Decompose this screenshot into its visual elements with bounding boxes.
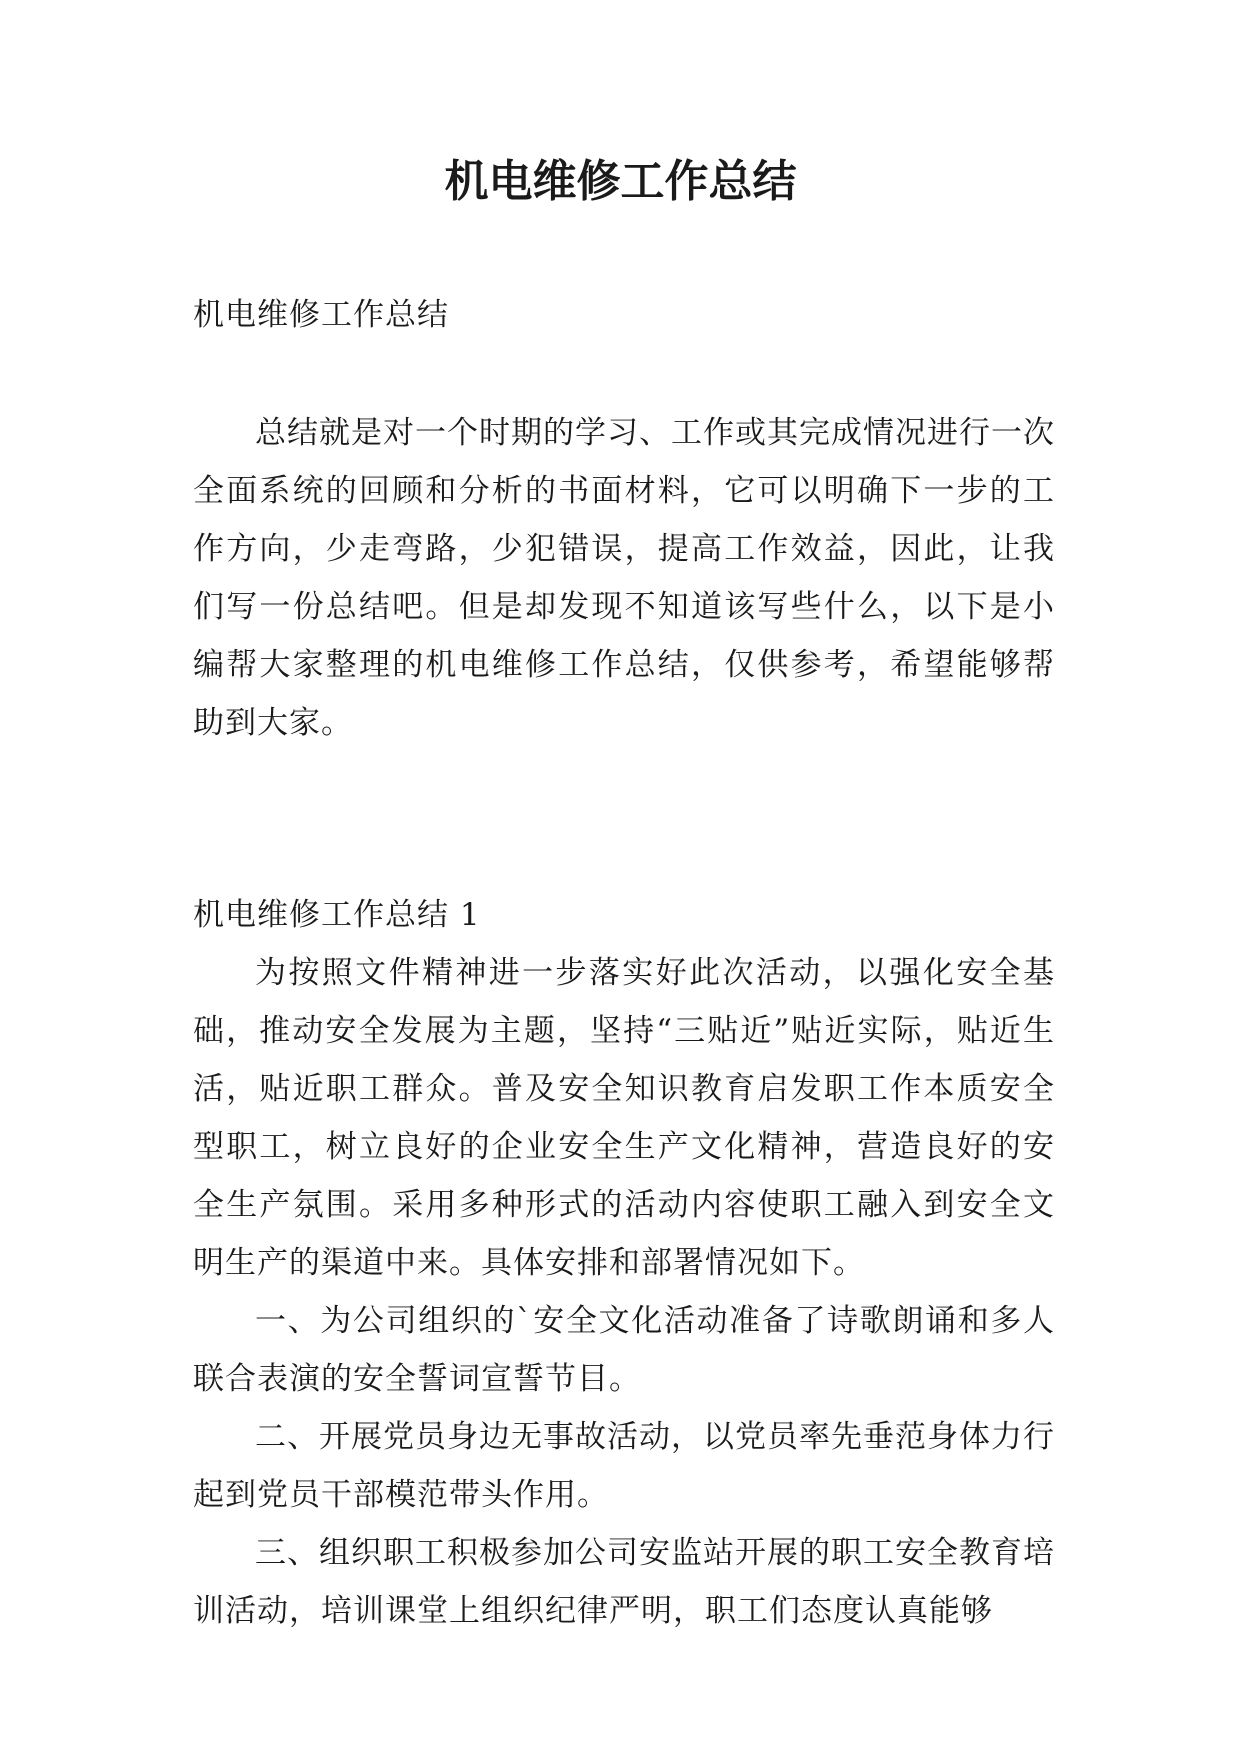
document-title: 机电维修工作总结	[444, 156, 797, 207]
section-paragraph: 二、开展党员身边无事故活动，以党员率先垂范身体力行起到党员干部模范带头作用。	[193, 1419, 1055, 1513]
section-paragraph: 三、组织职工积极参加公司安监站开展的职工安全教育培训活动，培训课堂上组织纪律严明，职工们态度认真能够	[193, 1535, 1055, 1629]
section-heading: 机电维修工作总结 1	[193, 897, 481, 933]
section-paragraph: 一、为公司组织的`安全文化活动准备了诗歌朗诵和多人联合表演的安全誓词宣誓节目。	[193, 1303, 1055, 1397]
intro-paragraph: 总结就是对一个时期的学习、工作或其完成情况进行一次全面系统的回顾和分析的书面材料，它可以明确下一步的工作方向，少走弯路，少犯错误，提高工作效益，因此，让我们写一份总结吧。但是却发现不知道该写些什么，以下是小编帮大家整理的机电维修工作总结，仅供参考，希望能够帮助到大家。	[193, 415, 1055, 741]
section-body	[193, 944, 1055, 1640]
section-paragraph: 为按照文件精神进一步落实好此次活动，以强化安全基础，推动安全发展为主题，坚持“三贴近”贴近实际，贴近生活，贴近职工群众。普及安全知识教育启发职工作本质安全型职工，树立良好的企业安全生产文化精神，营造良好的安全生产氛围。采用多种形式的活动内容使职工融入到安全文明生产的渠道中来。具体安排和部署情况如下。	[193, 955, 1055, 1281]
document-subtitle: 机电维修工作总结	[193, 297, 449, 333]
